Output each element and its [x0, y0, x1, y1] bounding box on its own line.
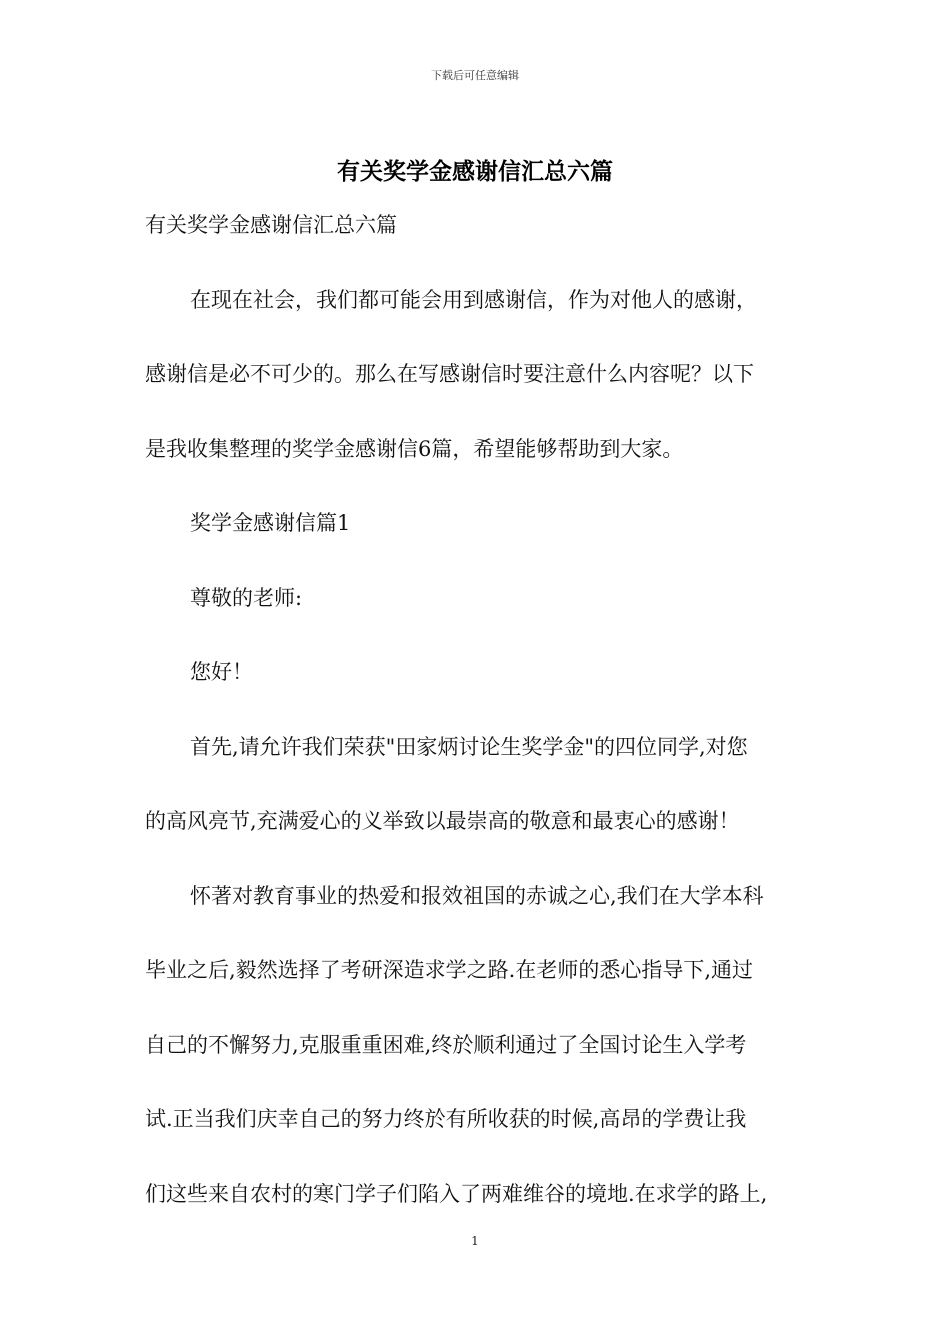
paragraph-line: 毕业之后,毅然选择了考研深造求学之路.在老师的悉心指导下,通过	[145, 958, 754, 982]
salutation: 尊敬的老师:	[190, 586, 303, 610]
paragraph-line: 怀著对教育事业的热爱和报效祖国的赤诚之心,我们在大学本科	[190, 884, 764, 908]
paragraph-line: 自己的不懈努力,克服重重困难,终於顺利通过了全国讨论生入学考	[145, 1033, 747, 1057]
paragraph-line: 们这些来自农村的寒门学子们陷入了两难维谷的境地.在求学的路上,	[145, 1182, 768, 1206]
paragraph-line: 在现在社会，我们都可能会用到感谢信，作为对他人的感谢，	[190, 288, 757, 312]
paragraph-line: 的高风亮节,充满爱心的义举致以最崇高的敬意和最衷心的感谢！	[145, 809, 740, 833]
document-title: 有关奖学金感谢信汇总六篇	[337, 158, 613, 185]
greeting: 您好！	[190, 660, 253, 684]
paragraph-line: 试.正当我们庆幸自己的努力终於有所收获的时候,高昂的学费让我	[145, 1107, 747, 1131]
page-number: 1	[471, 1234, 479, 1248]
header-note: 下载后可任意编辑	[431, 69, 519, 82]
section-heading: 奖学金感谢信篇1	[190, 511, 351, 535]
paragraph-line: 首先,请允许我们荣获"田家炳讨论生奖学金"的四位同学,对您	[190, 735, 748, 759]
subtitle-line: 有关奖学金感谢信汇总六篇	[145, 213, 397, 237]
paragraph-line: 是我收集整理的奖学金感谢信6篇，希望能够帮助到大家。	[145, 437, 684, 461]
paragraph-line: 感谢信是必不可少的。那么在写感谢信时要注意什么内容呢？以下	[145, 362, 754, 386]
